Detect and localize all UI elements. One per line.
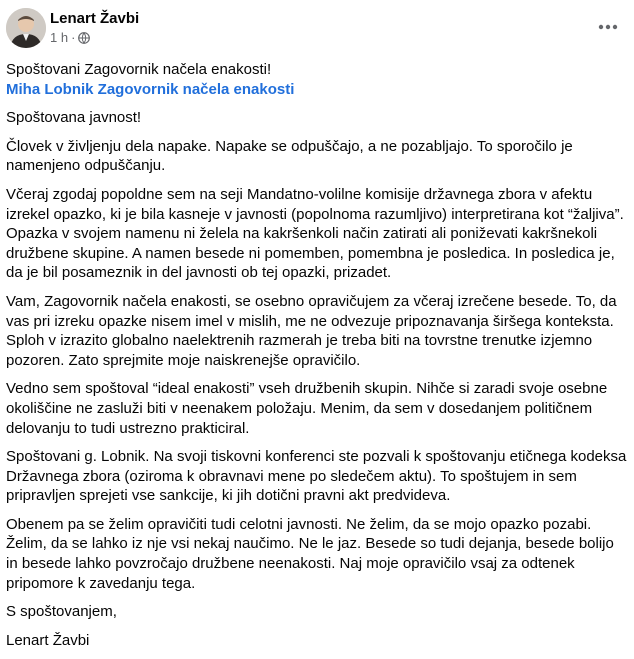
post-timestamp[interactable]: 1 h: [50, 30, 69, 45]
greeting: Spoštovana javnost!: [6, 109, 142, 127]
post-meta: [50, 30, 90, 45]
meta-separator: ·: [71, 30, 76, 45]
paragraph: Spoštovani g. Lobnik. Na svoji tiskovni konferenci ste pozvali k spoštovanju etičnega kodeksa Državnega zbora (oziroma k obravnavi mene po sledečem aktu). To spoštujem in sem pripravljen sprejeti vse sankcije, ki jih dotični pravni akt predvideva.: [6, 448, 627, 505]
author-name[interactable]: Lenart Žavbi: [50, 10, 140, 27]
signature: Lenart Žavbi: [6, 631, 90, 649]
avatar[interactable]: [6, 8, 46, 48]
more-options-button[interactable]: [594, 12, 622, 40]
paragraph: Človek v življenju dela napake. Napake se odpuščajo, a ne pozabljajo. To sporočilo je namenjeno odpuščanju.: [6, 137, 573, 175]
paragraph: Vedno sem spoštoval “ideal enakosti” vseh družbenih skupin. Nihče si zaradi svoje osebne okoliščine ne zasluži biti v neenakem položaju. Menim, da sem v dosedanjem političnem delovanju to tudi ustrezno prakticiral.: [6, 380, 608, 437]
post-body: [6, 60, 628, 659]
post-header: [6, 8, 626, 48]
globe-icon[interactable]: [78, 32, 90, 44]
paragraph: Vam, Zagovornik načela enakosti, se osebno opravičujem za včeraj izrečene besede. To, da vas pri izreku opazke nisem imel v mislih, me ne odvezuje pripoznavanja širšega konteksta. Sploh v izrazito globalno naelektrenih razmerah je treba biti na tovrstne trenutke izjemno pozoren. Zato sprejmite moje naiskrenejše opravičilo.: [6, 292, 617, 369]
mention-link[interactable]: Miha Lobnik Zagovornik načela enakosti: [6, 80, 295, 98]
paragraph: Obenem pa se želim opravičiti tudi celotni javnosti. Ne želim, da se mojo opazko pozabi. Želim, da se lahko iz nje vsi nekaj naučimo. Ne le jaz. Besede so tudi dejanja, besede bolijo in besede lahko povzročajo družbene neenakosti. Naj moje opravičilo vsaj za odtenek pripomore k zavedanju tega.: [6, 515, 614, 592]
closing: S spoštovanjem,: [6, 603, 117, 621]
intro-line: Spoštovani Zagovornik načela enakosti!: [6, 61, 272, 78]
paragraph: Včeraj zgodaj popoldne sem na seji Mandatno-volilne komisije državnega zbora v afektu izrekel opazko, ki je bila kasneje v javnosti (popolnoma razumljivo) interpretirana kot “žaljiva”. Opazka v svojem namenu ni želela na kakršenkoli način zatirati ali poniževati kakršnekoli družbene skupine. A namen besede ni pomemben, pomembna je posledica. In posledica je, da je bil posameznik in del javnosti ob tej opazki, prizadet.: [6, 185, 624, 282]
more-horizontal-icon: [598, 17, 618, 35]
